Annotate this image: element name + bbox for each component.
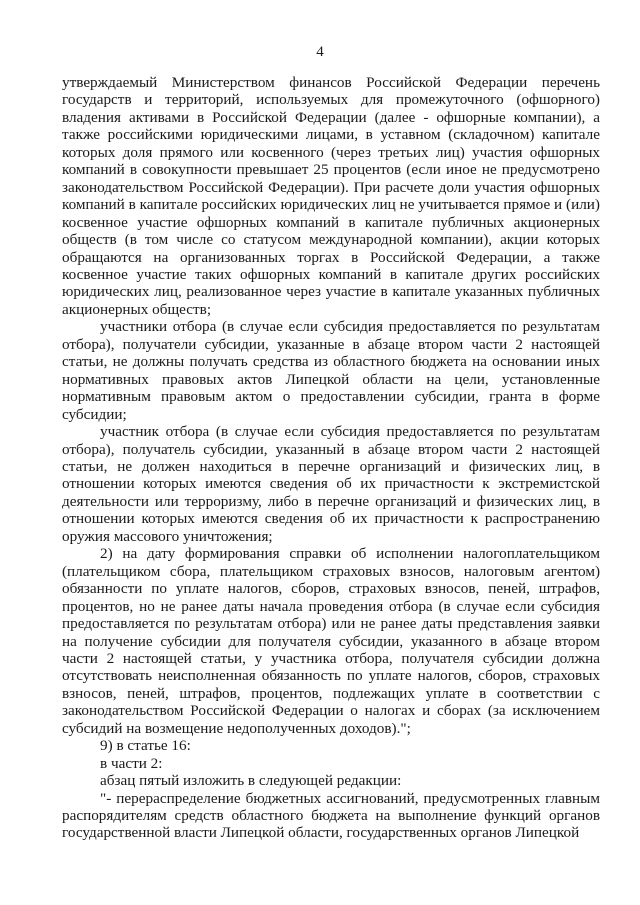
document-body [62,74,600,842]
paragraph-redistribution: "- перераспределение бюджетных ассигнований, предусмотренных главным распорядителям средств областного бюджета на выполнение функций органов государственной власти Липецкой области, государственных органов Липецкой [62,789,600,842]
paragraph-offshore-continuation: утверждаемый Министерством финансов Российской Федерации перечень государств и территорий, используемых для промежуточного (офшорного) владения активами в Российской Федерации (далее - офшорные компании), а также российскими юридическими лицами, в уставном (складочном) капитале которых доля прямого или косвенного (через третьих лиц) участия офшорных компаний в совокупности превышает 25 процентов (если иное не предусмотрено законодательством Российской Федерации). При расчете доли участия офшорных компаний в капитале российских юридических лиц не учитывается прямое и (или) косвенное участие офшорных компаний в капитале публичных акционерных обществ (в том числе со статусом международной компании), акции которых обращаются на организованных торгах в Российской Федерации, а также косвенное участие таких офшорных компаний в капитале других российских юридических лиц, реализованное через участие в капитале указанных публичных акционерных обществ; [62,74,600,318]
paragraph-article-16: 9) в статье 16: [100,737,191,755]
page-number: 4 [316,44,324,60]
paragraph-extremism-list: участник отбора (в случае если субсидия предоставляется по результатам отбора), получатель субсидии, указанный в абзаце втором части 2 настоящей статьи, не должен находиться в перечне организаций и физических лиц, в отношении которых имеются сведения об их причастности к экстремистской деятельности или терроризму, либо в перечне организаций и физических лиц, в отношении которых имеются сведения об их причастности к распространению оружия массового уничтожения; [62,423,600,545]
paragraph-part-2: в части 2: [100,754,163,772]
paragraph-fifth-abzac: абзац пятый изложить в следующей редакции: [100,772,402,790]
paragraph-other-funding: участники отбора (в случае если субсидия предоставляется по результатам отбора), получатели субсидии, указанные в абзаце втором части 2 настоящей статьи, не должны получать средства из областного бюджета на основании иных нормативных правовых актов Липецкой области на цели, установленные нормативным правовым актом о предоставлении субсидии, гранта в форме субсидии; [62,318,600,423]
paragraph-tax-obligations: 2) на дату формирования справки об исполнении налогоплательщиком (плательщиком сбора, плательщиком страховых взносов, налоговым агентом) обязанности по уплате налогов, сборов, страховых взносов, пеней, штрафов, процентов, но не ранее даты начала проведения отбора (в случае если субсидия предоставляется по результатам отбора) или не ранее даты представления заявки на получение субсидии для получателя субсидии, указанного в абзаце втором части 2 настоящей статьи, у участника отбора, получателя субсидии должна отсутствовать неисполненная обязанность по уплате налогов, сборов, страховых взносов, пеней, штрафов, процентов, подлежащих уплате в соответствии с законодательством Российской Федерации о налогах и сборах (за исключением субсидий на возмещение недополученных доходов)."; [62,545,600,737]
